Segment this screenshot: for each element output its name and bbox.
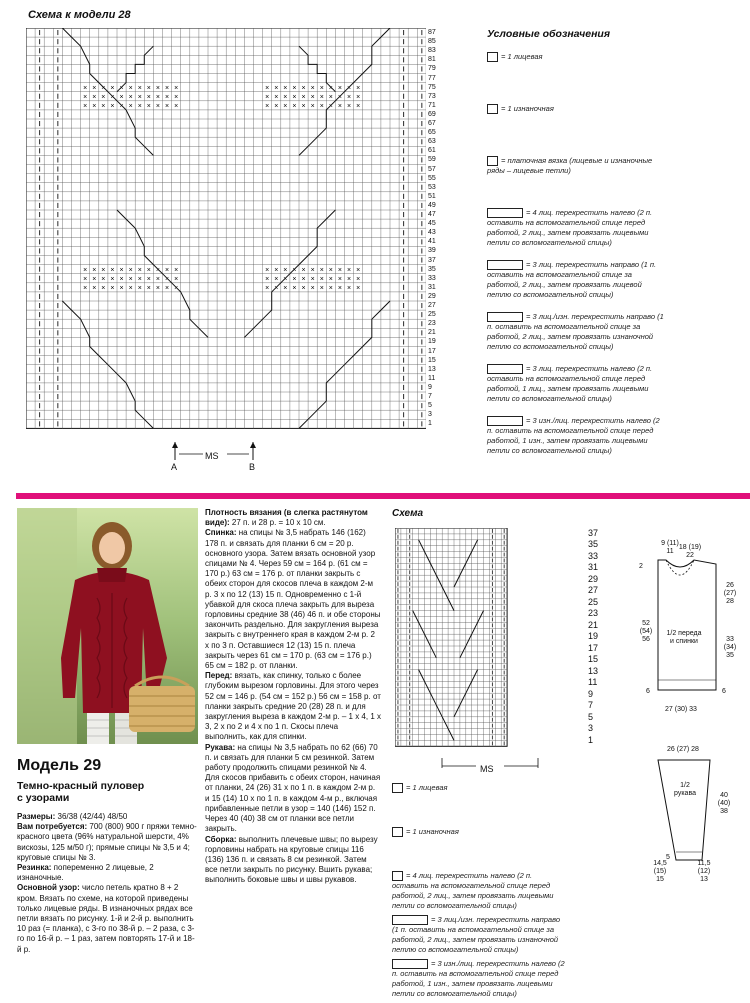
garter-mark: × [319, 275, 324, 283]
garter-mark: × [274, 93, 279, 101]
garter-mark: × [128, 84, 133, 92]
stitch-symbol-icon [487, 312, 523, 322]
garter-mark: × [155, 266, 160, 274]
chart2-row-number: 21 [588, 619, 599, 630]
sizes-text: 36/38 (42/44) 48/50 [55, 812, 128, 821]
stitch-symbol-icon [392, 915, 428, 925]
garter-mark: × [301, 93, 306, 101]
pattern-hem-right: 6 [722, 688, 726, 695]
garter-mark: × [92, 275, 97, 283]
model-subtitle [17, 780, 144, 804]
need-label: Вам потребуется: [17, 822, 88, 832]
garter-mark: × [119, 93, 124, 101]
chart1-row-number: 25 [428, 311, 436, 319]
legend-item [392, 871, 567, 911]
garter-mark: × [319, 93, 324, 101]
garter-mark: × [155, 285, 160, 293]
chart1-row-number: 65 [428, 129, 436, 137]
stitch-symbol-icon [392, 871, 403, 881]
garter-mark: × [310, 93, 315, 101]
chart2-row-number: 27 [588, 585, 599, 596]
chart1-row-number: 9 [428, 383, 432, 391]
back-text: на спицы № 3,5 набрать 146 (162) 178 п. и связать для планки 6 см = 20 р. основного узора. Затем вязать основной узор спицами № 4. Через 59 см = 164 р. (61 см = 170 р.) 63 см = 176 р. от планки закрыть с обеих сторон для скосов плеча в каждом 2-м р. 3 х по 12 (13) 15 п. Одновременно с 1-й убавкой для скоса плеча закрыть для выреза горловины средние 38 (46) 46 п. и обе стороны закончить раздельно. Для закругления выреза закрыть с внутреннего края в каждом 2-м р. 2 х по 3 п. Оставшиеся 12 (13) 15 п. плеча закрыть через 61 см = 170 р. (63 см = 176 р.) 65 см = 182 р. от планки. [205, 528, 381, 671]
stitch-symbol-icon [487, 416, 523, 426]
pattern-sleeve-cuff: 5 [666, 854, 670, 861]
chart1-row-number: 43 [428, 229, 436, 237]
garter-mark: × [301, 266, 306, 274]
legend-item [487, 364, 667, 404]
garter-mark: × [101, 84, 106, 92]
sleeves-text: на спицы № 3,5 набрать по 62 (66) 70 п. и связать для планки 5 см резинкой. Затем работу продолжить спицами резинкой № 4. Для скосов прибавить с обеих сторон, начиная от планки, 24 (26) 31 х по 1 п. в каждом 2-м р. и 15 (14) 10 х по 1 п. в каждом 4-м р., включая прибавленные петли в узор = 140 (146) 152 п. Через 40 (40) 38 см от планки все петли закрыть. [205, 742, 381, 834]
chart1-row-number: 35 [428, 265, 436, 273]
stitch-symbol-icon [487, 156, 498, 166]
garter-mark: × [128, 103, 133, 111]
pattern-body-label: 1/2 переда и спинки [666, 630, 702, 645]
legend-text: = 3 изн./лиц. перекрестить налево (2 п. оставить на вспомогательной спице перед работой, 1 изн., затем провязать лицевыми петли со вспомогательной спицы) [392, 959, 565, 999]
chart1-row-number: 27 [428, 302, 436, 309]
chart1-row-number: 1 [428, 420, 432, 428]
garter-mark: × [101, 103, 106, 111]
garter-mark: × [137, 93, 142, 101]
garter-mark: × [119, 84, 124, 92]
chart2-ms-label: MS [480, 764, 494, 774]
garter-mark: × [356, 285, 361, 293]
garter-mark: × [165, 275, 170, 283]
legend-text: = 1 изнаночная [406, 827, 459, 836]
chart1-row-number: 7 [428, 393, 432, 400]
legend1-title: Условные обозначения [487, 28, 611, 40]
garter-mark: × [265, 103, 270, 111]
garter-mark: × [92, 285, 97, 293]
main-pattern-text: число петель кратно 8 + 2 кром. Вязать по схеме, на которой приведены только лицевые ряды. В изнаночных рядах все петли вязать по рисунку. 1-й и 2-й р. выполнить 10 раз (= планка), с 3-го по 38-й р. – 2 раза, с 3-го по 16-й р. – 1 раз, затем повторять 17-й и 18-й р. [17, 883, 195, 954]
main-pattern-label: Основной узор: [17, 883, 80, 893]
chart2-row-number: 11 [588, 677, 598, 688]
pattern-sleeve-top: 26 (27) 28 [667, 746, 699, 753]
garter-mark: × [101, 93, 106, 101]
chart1-row-number: 47 [428, 211, 436, 218]
garter-mark: × [119, 266, 124, 274]
assembly-label: Сборка: [205, 834, 237, 844]
chart1-row-number: 51 [428, 192, 436, 200]
garter-mark: × [128, 93, 133, 101]
rib-label: Резинка: [17, 863, 52, 873]
garter-mark: × [119, 285, 124, 293]
garter-mark: × [292, 285, 297, 293]
chart1-row-number: 21 [428, 329, 436, 337]
garter-mark: × [110, 285, 115, 293]
chart1-ms-label: MS [205, 451, 219, 461]
chart2-row-number: 25 [588, 596, 599, 607]
chart1-row-number: 83 [428, 47, 436, 55]
chart1-row-number: 45 [428, 220, 436, 228]
chart1-row-number: 79 [428, 65, 436, 73]
garter-mark: × [83, 84, 88, 92]
legend-item [487, 156, 667, 176]
garter-mark: × [174, 266, 179, 274]
garter-mark: × [110, 84, 115, 92]
pattern-sleeve-bottom-left: 14,5 (15) 15 [653, 860, 667, 883]
chart1-row-number: 31 [428, 283, 436, 291]
stitch-symbol-icon [487, 260, 523, 270]
garter-mark: × [137, 84, 142, 92]
garter-mark: × [101, 285, 106, 293]
garter-mark: × [265, 93, 270, 101]
garter-mark: × [319, 103, 324, 111]
pattern-hem-left: 6 [646, 688, 650, 695]
front-text: вязать, как спинку, только с более глубоким вырезом горловины. Для этого через 52 см = 146 р. (54 см = 152 р.) 56 см = 158 р. от планки закрыть средние 20 (28) 28 п. и для закругления выреза в каждом 2-м р. – 1 х 4, 1 х 3, 2 х по 2 и 4 х по 1 п. Скосы плеча выполнить, как для спинки. [205, 671, 381, 742]
garter-mark: × [155, 275, 160, 283]
garter-mark: × [301, 103, 306, 111]
garter-mark: × [165, 266, 170, 274]
density-text: 27 п. и 28 р. = 10 х 10 см. [229, 518, 326, 528]
garter-mark: × [110, 266, 115, 274]
garter-mark: × [301, 275, 306, 283]
garter-mark: × [83, 275, 88, 283]
chart1-row-number: 23 [428, 320, 436, 328]
legend-item [487, 312, 667, 352]
garter-mark: × [292, 266, 297, 274]
garter-mark: × [174, 84, 179, 92]
instructions-col1 [17, 812, 197, 955]
chart2-row-number: 23 [588, 608, 599, 619]
garter-mark: × [283, 93, 288, 101]
chart2-row-number: 1 [588, 734, 594, 745]
chart2-row-number: 31 [588, 562, 599, 573]
chart1-row-number: 57 [428, 165, 436, 173]
chart1-arrow-a: A [171, 462, 178, 472]
garter-mark: × [165, 103, 170, 111]
garter-mark: × [146, 93, 151, 101]
garter-mark: × [328, 285, 333, 293]
legend-item [487, 416, 667, 456]
garter-mark: × [110, 93, 115, 101]
legend-text: = 1 лицевая [501, 52, 543, 61]
chart2-row-number: 29 [588, 573, 599, 584]
chart1-arrows [165, 440, 265, 464]
garter-mark: × [328, 266, 333, 274]
legend-text: = 4 лиц. перекрестить налево (2 п. оставить на вспомогательной спице перед работой, 2 лиц., затем провязать лицевыми петли со вспомогательной спицы) [487, 208, 653, 248]
garter-mark: × [92, 103, 97, 111]
chart2-row-number: 9 [588, 688, 594, 699]
garter-mark: × [146, 285, 151, 293]
garter-mark: × [310, 103, 315, 111]
legend-text: = 3 лиц. перекрестить направо (1 п. оставить на вспомогательной спице за работой, 2 лиц., затем провязать лицевой петлю со вспомогательной спицы) [487, 260, 657, 300]
chart1-row-number: 63 [428, 138, 436, 146]
chart2-grid [395, 528, 585, 754]
chart1-row-number: 71 [428, 101, 436, 109]
chart1-row-number: 17 [428, 347, 436, 355]
garter-mark: × [310, 266, 315, 274]
garter-mark: × [283, 103, 288, 111]
chart2-row-number: 5 [588, 711, 594, 722]
chart1-row-number: 3 [428, 411, 432, 419]
legend-text: = 3 изн./лиц. перекрестить налево (2 п. оставить на вспомогательной спице перед работой, 1 изн., затем провязать лицевыми петли со вспомогательной спицы) [487, 416, 660, 456]
chart2-row-number: 3 [588, 723, 594, 734]
legend-text: = платочная вязка (лицевые и изнаночные ряды – лицевые петли) [487, 156, 653, 176]
legend-text: = 3 лиц./изн. перекрестить направо (1 п. оставить на вспомогательной спице за работой, 2 лиц., затем провязать изнаночной петлю со вспомогательной спицы) [487, 312, 664, 352]
chart2-row-number: 13 [588, 665, 599, 676]
garter-mark: × [337, 275, 342, 283]
garter-mark: × [128, 266, 133, 274]
garter-mark: × [292, 275, 297, 283]
garter-mark: × [274, 275, 279, 283]
need-text: 700 (800) 900 г пряжи темно-красного цвета (96% натуральной шерсти, 4% вискозы, 125 м/50 г); прямые спицы № 3,5 и 4; круговые спицы № 3. [17, 822, 197, 862]
chart2-ms-bracket [440, 758, 540, 772]
garter-mark: × [292, 93, 297, 101]
garter-mark: × [274, 103, 279, 111]
garter-mark: × [174, 285, 179, 293]
legend-item [392, 783, 567, 793]
garter-mark: × [83, 93, 88, 101]
chart1-row-number: 39 [428, 247, 436, 255]
garter-mark: × [356, 275, 361, 283]
legend-item [487, 52, 667, 62]
chart1-row-number: 33 [428, 274, 436, 282]
pattern-sleeve-height: 40 (40) 38 [717, 792, 731, 815]
garter-mark: × [337, 84, 342, 92]
chart1-row-number: 19 [428, 338, 436, 346]
pattern-left-height: 52 (54) 56 [639, 620, 653, 643]
garter-mark: × [155, 93, 160, 101]
pattern-right-lower: 33 (34) 35 [723, 636, 737, 659]
garter-mark: × [319, 84, 324, 92]
garter-mark: × [146, 275, 151, 283]
density-label: Плотность вязания (в слегка растянутом виде): [205, 508, 368, 528]
chart1-row-number: 41 [428, 238, 436, 246]
legend-text: = 4 лиц. перекрестить налево (2 п. оставить на вспомогательной спице перед работой, 2 лиц., затем провязать лицевыми петли со вспомогательной спицы) [392, 871, 554, 911]
chart1-row-number: 75 [428, 83, 436, 91]
garter-mark: × [119, 275, 124, 283]
garter-mark: × [92, 266, 97, 274]
garter-mark: × [283, 84, 288, 92]
garter-mark: × [83, 285, 88, 293]
garter-mark: × [265, 266, 270, 274]
garter-mark: × [319, 266, 324, 274]
legend-text: = 3 лиц. перекрестить налево (2 п. оставить на вспомогательной спице перед работой, 1 лиц., затем провязать лицевыми петли со вспомогательной спицы) [487, 364, 653, 404]
garter-mark: × [301, 84, 306, 92]
garter-mark: × [328, 93, 333, 101]
garter-mark: × [165, 84, 170, 92]
section-divider [16, 493, 750, 499]
garter-mark: × [337, 285, 342, 293]
chart2-row-number: 19 [588, 631, 599, 642]
sleeves-label: Рукава: [205, 742, 236, 752]
garter-mark: × [155, 103, 160, 111]
garter-mark: × [292, 84, 297, 92]
chart1-row-number: 49 [428, 201, 436, 209]
assembly-text: выполнить плечевые швы; по вырезу горловины набрать на круговые спицы 116 (136) 136 п. и связать 8 см резинкой. Затем все петли закрыть по рисунку. Вшить рукава; выполнить боковые швы и швы рукавов. [205, 834, 378, 885]
garter-mark: × [137, 266, 142, 274]
garter-mark: × [319, 285, 324, 293]
garter-mark: × [146, 266, 151, 274]
garter-mark: × [101, 266, 106, 274]
legend-text: = 1 изнаночная [501, 104, 554, 113]
garter-mark: × [265, 275, 270, 283]
garter-mark: × [137, 285, 142, 293]
pattern-top-left: 9 (11) 11 [661, 540, 679, 555]
garter-mark: × [146, 84, 151, 92]
garter-mark: × [356, 84, 361, 92]
garter-mark: × [119, 103, 124, 111]
model-title: Модель 29 [17, 757, 102, 774]
legend-text: = 1 лицевая [406, 783, 448, 792]
stitch-symbol-icon [487, 208, 523, 218]
garter-mark: × [328, 275, 333, 283]
chart1-row-number: 11 [428, 374, 436, 382]
garter-mark: × [174, 275, 179, 283]
chart1-row-number: 61 [428, 147, 436, 155]
garter-mark: × [128, 275, 133, 283]
legend-item [392, 827, 567, 837]
chart1-row-number: 77 [428, 74, 436, 82]
model-subtitle-line2: с узорами [17, 792, 70, 804]
stitch-symbol-icon [392, 959, 428, 969]
pattern-right-upper: 26 (27) 28 [723, 582, 737, 605]
garter-mark: × [292, 103, 297, 111]
chart1-row-number: 5 [428, 402, 432, 410]
model-photo [17, 508, 198, 744]
pattern-width-bottom: 27 (30) 33 [665, 706, 697, 713]
pattern-sleeve-label: 1/2 рукава [674, 782, 696, 797]
pattern-collar: 2 [639, 563, 643, 570]
garter-mark: × [347, 84, 352, 92]
garter-mark: × [283, 285, 288, 293]
garter-mark: × [165, 93, 170, 101]
chart1-row-number: 69 [428, 110, 436, 118]
sizes-label: Размеры: [17, 812, 56, 821]
garter-mark: × [356, 266, 361, 274]
garter-mark: × [301, 285, 306, 293]
chart2-row-number: 33 [588, 550, 599, 561]
chart1-row-number: 29 [428, 292, 436, 300]
garter-mark: × [310, 84, 315, 92]
garter-mark: × [146, 103, 151, 111]
garter-mark: × [101, 275, 106, 283]
chart1-title: Схема к модели 28 [28, 9, 131, 21]
chart1-row-number: 55 [428, 174, 436, 182]
chart1-row-number: 37 [428, 256, 436, 264]
chart1-row-number: 85 [428, 38, 436, 46]
rib-text: попеременно 2 лицевые, 2 изнаночные. [17, 863, 154, 883]
garter-mark: × [265, 285, 270, 293]
garter-mark: × [110, 275, 115, 283]
chart2-row-number: 17 [588, 642, 599, 653]
garter-mark: × [155, 84, 160, 92]
legend-item [487, 260, 667, 300]
garter-mark: × [356, 93, 361, 101]
garter-mark: × [128, 285, 133, 293]
chart1-row-number: 87 [428, 29, 436, 36]
garter-mark: × [174, 103, 179, 111]
garter-mark: × [310, 275, 315, 283]
garter-mark: × [310, 285, 315, 293]
garter-mark: × [347, 93, 352, 101]
stitch-symbol-icon [487, 52, 498, 62]
chart1-row-number: 15 [428, 356, 436, 364]
garter-mark: × [337, 93, 342, 101]
garter-mark: × [274, 266, 279, 274]
chart1-row-number: 13 [428, 365, 436, 373]
pattern-top-right: 18 (19) 22 [678, 544, 702, 559]
garter-mark: × [110, 103, 115, 111]
stitch-symbol-icon [487, 364, 523, 374]
garter-mark: × [83, 266, 88, 274]
garter-mark: × [174, 93, 179, 101]
garter-mark: × [137, 275, 142, 283]
chart1-row-number: 67 [428, 120, 436, 127]
garter-mark: × [274, 285, 279, 293]
chart2-row-number: 15 [588, 654, 599, 665]
legend-text: = 3 лиц./изн. перекрестить направо (1 п. оставить на вспомогательной спице за работой, 2 лиц., затем провязать изнаночной петлю со вспомогательной спицы) [392, 915, 561, 955]
legend-item [392, 959, 567, 999]
garter-mark: × [347, 285, 352, 293]
model-subtitle-line1: Темно-красный пуловер [17, 780, 145, 792]
legend-item [487, 104, 667, 114]
garter-mark: × [337, 103, 342, 111]
garter-mark: × [347, 275, 352, 283]
chart1-row-number: 53 [428, 183, 436, 191]
garter-mark: × [328, 103, 333, 111]
garter-mark: × [283, 275, 288, 283]
chart1-row-number: 73 [428, 92, 436, 100]
garter-mark: × [337, 266, 342, 274]
instructions-col2 [205, 508, 381, 886]
garter-mark: × [137, 103, 142, 111]
garter-mark: × [92, 93, 97, 101]
garter-mark: × [274, 84, 279, 92]
chart2-row-number: 37 [588, 528, 599, 538]
garter-mark: × [265, 84, 270, 92]
garter-mark: × [356, 103, 361, 111]
stitch-symbol-icon [392, 783, 403, 793]
chart1-row-number: 81 [428, 56, 436, 64]
garter-mark: × [283, 266, 288, 274]
chart2-row-number: 7 [588, 700, 594, 711]
garter-mark: × [328, 84, 333, 92]
garter-mark: × [83, 103, 88, 111]
legend-item [392, 915, 567, 955]
pattern-sleeve-bottom-right: 11,5 (12) 13 [697, 860, 711, 883]
chart1-grid [26, 28, 426, 474]
chart1-arrow-b: B [249, 462, 256, 472]
garter-mark: × [92, 84, 97, 92]
front-label: Перед: [205, 671, 233, 681]
back-label: Спинка: [205, 528, 237, 538]
legend-item [487, 208, 667, 248]
chart2-row-number: 35 [588, 539, 599, 550]
garter-mark: × [165, 285, 170, 293]
stitch-symbol-icon [392, 827, 403, 837]
chart1-row-number: 59 [428, 156, 436, 164]
stitch-symbol-icon [487, 104, 498, 114]
garter-mark: × [347, 103, 352, 111]
chart2-title: Схема [392, 508, 424, 519]
garter-mark: × [347, 266, 352, 274]
